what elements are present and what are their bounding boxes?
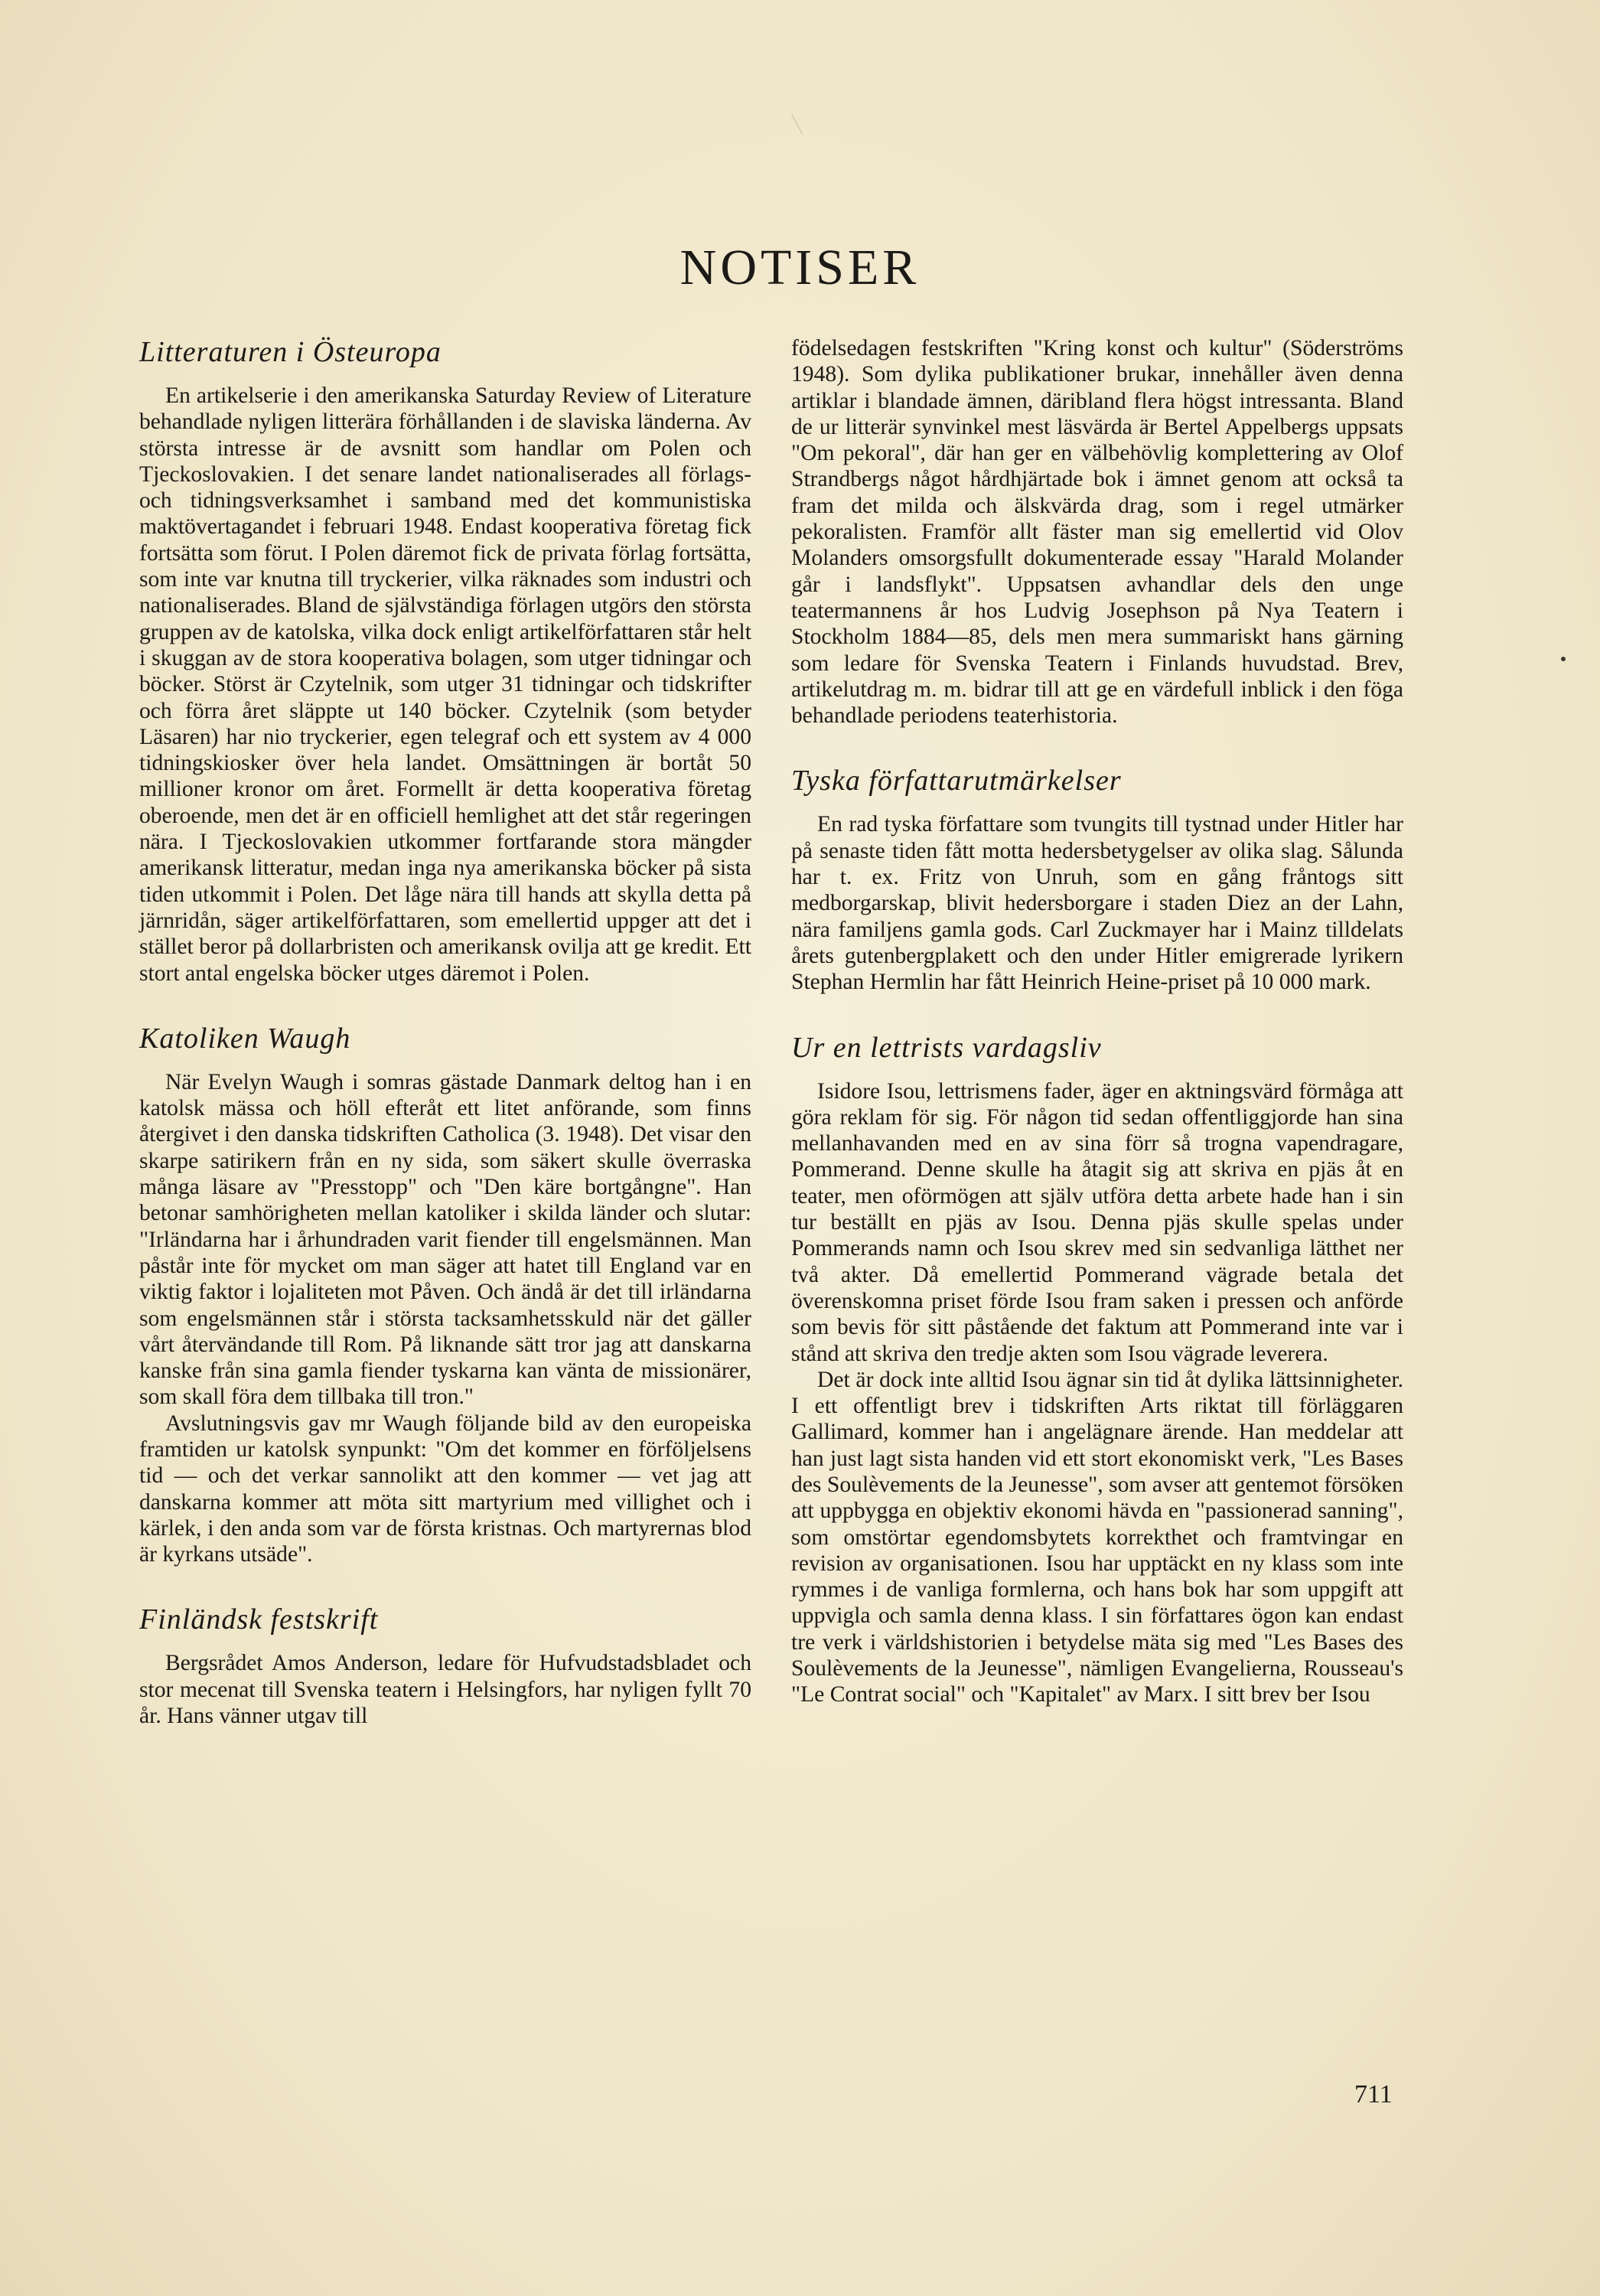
paragraph: födelsedagen festskriften "Kring konst och kultur" (Söderströms 1948). Som dylika publikationer brukar, innehåller även denna artiklar i blandade ämnen, däribland flera högst intressanta. Bland de ur litterär synvinkel mest läsvärda är Bertel Appelbergs uppsats "Om pekoral", där han ger en välbehövlig komplettering av Olof Strandbergs något hårdhjärtade bok i ämnet genom att också ta fram det milda och älskvärda drag, som i regel utmärker pekoralisten. Framför allt fäster man sig emellertid vid Olov Molanders omsorgsfullt dokumenterade essay "Harald Molander går i landsflykt". Uppsatsen avhandlar dels den unge teatermannens år hos Ludvig Josephson på Nya Teatern i Stockholm 1884—85, dels men mera summariskt hans gärning som ledare för Svenska Teatern i Finlands huvudstad. Brev, artikelutdrag m. m. bidrar till att ge en värdefull inblick i den föga behandlade periodens teaterhistoria. [791,336,1403,729]
page-title: NOTISER [679,240,921,295]
section-heading: Tyska författarutmärkelser [791,765,1122,797]
right-column [791,335,1403,1743]
section-litteraturen-i-osteuropa [139,335,751,987]
paragraph: Isidore Isou, lettrismens fader, äger en aktningsvärd förmåga att göra reklam för sig. För någon tid sedan offentliggjorde han sina mellanhavanden med en av sina förr så trogna vapendragare, Pommerand. Denne skulle ha åtagit sig att skriva en pjäs åt en teater, men oförmögen att själv utföra detta arbete hade han i sin tur beställt en pjäs av Isou. Denna pjäs skulle spelas under Pommerands namn och Isou skrev med sin sedvanliga lätthet ner två akter. Då emellertid Pommerand vägrade betala det överenskomna priset förde Isou fram saken i pressen och anförde som bevis för sitt påstående det faktum att Pommerand inte var i stånd att skriva den tredje akten som Isou vägrade leverera. [791,1078,1403,1366]
section-finlandsk-festskrift [139,1603,751,1729]
paragraph: Det är dock inte alltid Isou ägnar sin tid åt dylika lättsinnigheter. I ett offentligt brev i tidskriften Arts riktat till förläggaren Gallimard, kommer han i angelägnare ärende. Han meddelar att han just lagt sista handen vid ett stort ekonomiskt verk, "Les Bases des Soulèvements de la Jeunesse", som avser att gentemot försöken att uppbygga en objektiv ekonomi hävda en "passionerad sanning", som omstörtar egendomsbytets korrekthet och framtvingar en revision av organisationen. Isou har upptäckt en ny klass som inte rymmes i de vanliga formlerna, och hans bok har som uppgift att uppvigla och samla denna klass. I sin författares ögon kan endast tre verk i världshistorien i betydelse mäta sig med "Les Bases des Soulèvements de la Jeunesse", nämligen Evangelierna, Rousseau's "Le Contrat social" och "Kapitalet" av Marx. I sitt brev ber Isou [791,1367,1403,1707]
print-speck [1561,657,1566,661]
paragraph: Avslutningsvis gav mr Waugh följande bild av den europeiska framtiden ur katolsk synpunkt: "Om det kommer en förföljelsens tid — och det verkar sannolikt att den kommer — vet jag att danskarna kommer att möta sitt martyrium med villighet och i kärlek, i den anda som var de första kristnas. Och martyrernas blod är kyrkans utsäde". [139,1411,751,1567]
section-heading: Litteraturen i Östeuropa [139,336,442,368]
print-mark [791,110,810,135]
section-ur-en-lettrists-vardagsliv [791,1031,1403,1708]
section-heading: Finländsk festskrift [139,1603,379,1636]
paragraph: En rad tyska författare som tvungits till tystnad under Hitler har på senaste tiden fått motta hedersbetygelser av olika slag. Sålunda har t. ex. Fritz von Unruh, som en gång fråntogs sitt medborgarskap, blivit hedersborgare i staden Diez an der Lahn, nära familjens gamla gods. Carl Zuckmayer har i Mainz tilldelats årets gutenbergplakett och den under Hitler emigrerade lyrikern Stephan Hermlin har fått Heinrich Heine-priset på 10 000 mark. [791,812,1403,995]
paragraph: Bergsrådet Amos Anderson, ledare för Hufvudstadsbladet och stor mecenat till Svenska teatern i Helsingfors, har nyligen fyllt 70 år. Hans vänner utgav till [139,1651,751,1729]
section-katoliken-waugh [139,1022,751,1568]
page-number: 711 [1354,2080,1393,2108]
section-finlandsk-festskrift-continued [791,335,1403,729]
section-tyska-forfattarutmarkelser [791,764,1403,995]
paragraph: När Evelyn Waugh i somras gästade Danmark deltog han i en katolsk mässa och höll efteråt ett litet anförande, som finns återgivet i den danska tidskriften Catholica (3. 1948). Det visar den skarpe satirikern från en ny sida, som säkert skulle överraska många läsare av "Presstopp" och "Den käre bortgångne". Han betonar samhörigheten mellan katoliker i skilda länder och slutar: "Irländarna har i århundraden varit fiender till engelsmännen. Man påstår inte för mycket om man säger att hatet till England var en viktig faktor i lojaliteten mot Påven. Och ändå är det till irländarna som engelsmännen står i största tacksamhetsskuld när det gäller vårt återvändande till Rom. På liknande sätt tror jag att danskarna kanske från sina gamla fiender tyskarna kan vänta de missionärer, som skall föra dem tillbaka till tron." [139,1069,751,1410]
left-column [139,335,751,1764]
section-heading: Ur en lettrists vardagsliv [791,1031,1102,1064]
section-heading: Katoliken Waugh [139,1022,351,1055]
paragraph: En artikelserie i den amerikanska Saturday Review of Literature behandlade nyligen litterära förhållanden i de slaviska länderna. Av största intresse är de avsnitt som handlar om Polen och Tjeckoslovakien. I det senare landet nationaliserades all förlags- och tidningsverksamhet i samband med det kommunistiska maktövertagandet i februari 1948. Endast kooperativa företag fick fortsätta som förut. I Polen däremot fick de privata förlag fortsätta, som inte var knutna till tryckerier, vilka räknades som industri och nationaliserades. Bland de självständiga förlagen utgörs den största gruppen av de katolska, vilka dock enligt artikelförfattaren står helt i skuggan av de stora kooperativa bolagen, som utger tidningar och böcker. Störst är Czytelnik, som utger 31 tidningar och tidskrifter och förra året släppte ut 140 böcker. Czytelnik (som betyder Läsaren) har nio tryckerier, egen telegraf och ett system av 4 000 tidningskiosker över hela landet. Omsättningen är bortåt 50 millioner kronor om året. Formellt är detta kooperativa företag oberoende, men det är en officiell hemlighet att det står regeringen nära. I Tjeckoslovakien utkommer fortfarande stora mängder amerikansk litteratur, medan inga nya amerikanska böcker på sista tiden utkommit i Polen. Det låge nära till hands att skylla detta på järnridån, säger artikelförfattaren, som emellertid uppger att det i stället beror på dollarbristen och amerikansk ovilja att ge kredit. Ett stort antal engelska böcker utges däremot i Polen. [139,383,751,986]
